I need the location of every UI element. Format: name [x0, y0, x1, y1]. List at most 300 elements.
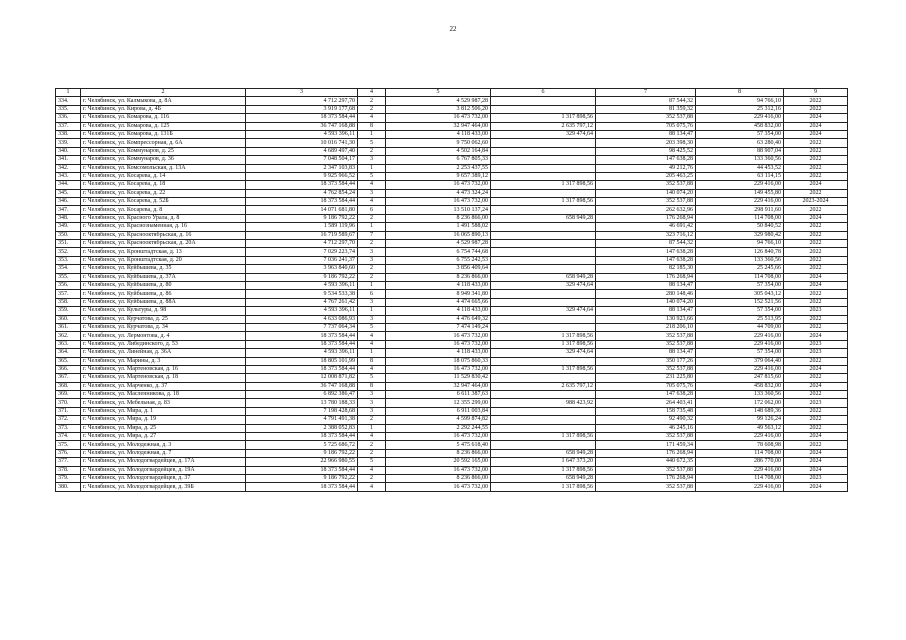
- cell-row-number: 373.: [56, 424, 81, 432]
- cell-cost-col-7: 203 398,30: [596, 139, 696, 147]
- cell-total-cost: 2 347 103,83: [246, 164, 358, 172]
- table-row: [56, 441, 848, 449]
- table-row: [56, 466, 848, 474]
- cell-cost-col-6: 1 317 898,56: [491, 483, 596, 491]
- cell-cost-col-5: 4 599 874,82: [386, 416, 491, 424]
- cell-year: 2024: [784, 449, 848, 457]
- cell-cost-col-7: 176 268,94: [596, 214, 696, 222]
- cell-cost-col-8: 152 521,56: [696, 298, 784, 306]
- table-row: [56, 340, 848, 348]
- cell-row-number: 366.: [56, 365, 81, 373]
- header-col-9: 9: [784, 89, 848, 97]
- cell-cost-col-6: [491, 424, 596, 432]
- cell-cost-col-5: 11 529 830,42: [386, 374, 491, 382]
- cell-cost-col-5: 4 502 164,84: [386, 147, 491, 155]
- table-row: [56, 147, 848, 155]
- cell-cost-col-5: 6 911 003,84: [386, 407, 491, 415]
- cell-cost-col-6: [491, 315, 596, 323]
- cell-units-count: 2: [358, 416, 386, 424]
- header-col-5: 5: [386, 89, 491, 97]
- cell-cost-col-7: 49 212,76: [596, 164, 696, 172]
- cell-row-number: 338.: [56, 130, 81, 138]
- cell-cost-col-8: 172 062,00: [696, 399, 784, 407]
- cell-row-number: 377.: [56, 458, 81, 466]
- cell-cost-col-8: 57 354,00: [696, 281, 784, 289]
- cell-cost-col-8: 44 709,00: [696, 323, 784, 331]
- table-row: [56, 357, 848, 365]
- cell-year: 2022: [784, 424, 848, 432]
- cell-total-cost: 22 966 980,55: [246, 458, 358, 466]
- cell-units-count: 4: [358, 332, 386, 340]
- cell-units-count: 1: [358, 349, 386, 357]
- cell-cost-col-5: 4 118 433,00: [386, 281, 491, 289]
- cell-cost-col-5: 16 473 732,00: [386, 198, 491, 206]
- cell-row-number: 379.: [56, 474, 81, 482]
- cell-cost-col-5: 16 473 732,00: [386, 433, 491, 441]
- cell-cost-col-6: [491, 172, 596, 180]
- cell-cost-col-5: 8 236 866,00: [386, 273, 491, 281]
- cell-year: 2024: [784, 281, 848, 289]
- cell-address: г. Челябинск, ул. Краснооктябрьская, д. 16: [81, 231, 246, 239]
- cell-units-count: 3: [358, 189, 386, 197]
- cell-total-cost: 9 186 792,22: [246, 273, 358, 281]
- cell-units-count: 2: [358, 214, 386, 222]
- cell-row-number: 356.: [56, 281, 81, 289]
- cell-address: г. Челябинск, ул. Мартеновская, д. 16: [81, 365, 246, 373]
- cell-cost-col-8: 114 708,00: [696, 474, 784, 482]
- table-row: [56, 240, 848, 248]
- table-row: [56, 382, 848, 390]
- cell-units-count: 5: [358, 172, 386, 180]
- cell-cost-col-6: 658 949,28: [491, 474, 596, 482]
- table-row: [56, 307, 848, 315]
- cell-cost-col-7: 352 537,88: [596, 483, 696, 491]
- cell-address: г. Челябинск, ул. Куйбышева, д. 35: [81, 265, 246, 273]
- cell-address: г. Челябинск, ул. Курчатова, д. 25: [81, 315, 246, 323]
- cell-cost-col-8: 49 563,12: [696, 424, 784, 432]
- cell-units-count: 2: [358, 105, 386, 113]
- cell-address: г. Челябинск, ул. Куйбышева, д. 37А: [81, 273, 246, 281]
- cell-total-cost: 18 373 584,44: [246, 332, 358, 340]
- cell-cost-col-5: 7 474 149,24: [386, 323, 491, 331]
- cell-units-count: 2: [358, 97, 386, 105]
- cell-address: г. Челябинск, ул. Куйбышева, д. 80: [81, 281, 246, 289]
- page-number: 22: [449, 25, 457, 33]
- cell-year: 2022: [784, 105, 848, 113]
- cell-address: г. Челябинск, ул. Молодежная, д. 7: [81, 449, 246, 457]
- table-row: [56, 298, 848, 306]
- cell-year: 2022: [784, 248, 848, 256]
- table-row: [56, 424, 848, 432]
- cell-row-number: 363.: [56, 340, 81, 348]
- table-row: [56, 407, 848, 415]
- cell-cost-col-7: 264 403,41: [596, 399, 696, 407]
- cell-cost-col-7: 705 075,76: [596, 382, 696, 390]
- table-row: [56, 97, 848, 105]
- cell-cost-col-8: 229 416,00: [696, 466, 784, 474]
- table-row: [56, 374, 848, 382]
- cell-cost-col-5: 4 529 987,28: [386, 97, 491, 105]
- cell-address: г. Челябинск, ул. Курчатова, д. 34: [81, 323, 246, 331]
- table-row: [56, 231, 848, 239]
- cell-total-cost: 18 373 584,44: [246, 181, 358, 189]
- header-col-4: 4: [358, 89, 386, 97]
- cell-cost-col-5: 4 529 987,28: [386, 240, 491, 248]
- cell-units-count: 8: [358, 122, 386, 130]
- cell-units-count: 2: [358, 240, 386, 248]
- cell-year: 2022: [784, 265, 848, 273]
- cell-row-number: 349.: [56, 223, 81, 231]
- table-row: [56, 416, 848, 424]
- cell-total-cost: 4 593 396,11: [246, 281, 358, 289]
- cell-total-cost: 18 373 584,44: [246, 466, 358, 474]
- table-row: [56, 399, 848, 407]
- cell-cost-col-5: 6 767 805,33: [386, 156, 491, 164]
- cell-cost-col-5: 32 947 464,00: [386, 382, 491, 390]
- cell-cost-col-5: 4 476 649,32: [386, 315, 491, 323]
- cell-cost-col-8: 99 126,24: [696, 416, 784, 424]
- cell-cost-col-8: 148 689,36: [696, 407, 784, 415]
- cell-cost-col-8: 133 360,56: [696, 156, 784, 164]
- cell-year: 2022: [784, 374, 848, 382]
- cell-units-count: 1: [358, 130, 386, 138]
- cell-total-cost: 4 593 396,11: [246, 349, 358, 357]
- cell-total-cost: 7 048 504,17: [246, 156, 358, 164]
- cell-cost-col-8: 114 708,00: [696, 214, 784, 222]
- cell-cost-col-5: 4 118 433,00: [386, 130, 491, 138]
- cell-cost-col-7: 87 544,32: [596, 240, 696, 248]
- cell-cost-col-5: 16 473 732,00: [386, 332, 491, 340]
- cell-row-number: 378.: [56, 466, 81, 474]
- cell-cost-col-7: 130 923,66: [596, 315, 696, 323]
- cell-year: 2024: [784, 466, 848, 474]
- cell-cost-col-7: 88 134,47: [596, 281, 696, 289]
- cell-row-number: 374.: [56, 433, 81, 441]
- cell-total-cost: 6 892 386,47: [246, 391, 358, 399]
- cell-cost-col-6: [491, 240, 596, 248]
- cell-row-number: 341.: [56, 156, 81, 164]
- cell-row-number: 360.: [56, 315, 81, 323]
- cell-row-number: 380.: [56, 483, 81, 491]
- cell-cost-col-6: 1 317 898,56: [491, 114, 596, 122]
- cell-row-number: 358.: [56, 298, 81, 306]
- cell-year: 2022: [784, 407, 848, 415]
- cell-cost-col-7: 140 074,20: [596, 298, 696, 306]
- table-row: [56, 256, 848, 264]
- cell-units-count: 4: [358, 340, 386, 348]
- cell-cost-col-6: 1 647 373,20: [491, 458, 596, 466]
- cell-units-count: 6: [358, 206, 386, 214]
- cell-total-cost: 18 373 584,44: [246, 340, 358, 348]
- cell-year: 2022: [784, 441, 848, 449]
- cell-cost-col-5: 12 355 299,00: [386, 399, 491, 407]
- cell-cost-col-8: 286 770,00: [696, 458, 784, 466]
- cell-cost-col-5: 3 812 506,20: [386, 105, 491, 113]
- cell-cost-col-7: 158 735,48: [596, 407, 696, 415]
- table-row: [56, 290, 848, 298]
- cell-cost-col-6: [491, 189, 596, 197]
- cell-total-cost: 9 925 966,52: [246, 172, 358, 180]
- cell-address: г. Челябинск, ул. Либединского, д. 53: [81, 340, 246, 348]
- cell-address: г. Челябинск, ул. Компрессорная, д. 6А: [81, 139, 246, 147]
- header-col-1: 1: [56, 89, 81, 97]
- table-row: [56, 139, 848, 147]
- cell-cost-col-6: [491, 248, 596, 256]
- cell-cost-col-7: 352 537,88: [596, 433, 696, 441]
- cell-address: г. Челябинск, ул. Комарова, д. 131Б: [81, 130, 246, 138]
- cell-total-cost: 4 689 497,40: [246, 147, 358, 155]
- cell-address: г. Челябинск, ул. Масленникова, д. 18: [81, 391, 246, 399]
- cell-address: г. Челябинск, ул. Мира, д. 27: [81, 433, 246, 441]
- cell-cost-col-5: 4 474 665,66: [386, 298, 491, 306]
- cell-year: 2024: [784, 114, 848, 122]
- cell-row-number: 351.: [56, 240, 81, 248]
- cell-row-number: 375.: [56, 441, 81, 449]
- cell-row-number: 350.: [56, 231, 81, 239]
- cell-cost-col-6: [491, 206, 596, 214]
- cell-total-cost: 18 373 584,44: [246, 433, 358, 441]
- cell-year: 2022: [784, 391, 848, 399]
- cell-cost-col-7: 147 638,28: [596, 256, 696, 264]
- cell-row-number: 334.: [56, 97, 81, 105]
- cell-cost-col-8: 149 455,80: [696, 189, 784, 197]
- header-col-6: 6: [491, 89, 596, 97]
- cell-cost-col-6: [491, 256, 596, 264]
- cell-cost-col-6: [491, 290, 596, 298]
- cell-total-cost: 7 036 241,37: [246, 256, 358, 264]
- cell-row-number: 357.: [56, 290, 81, 298]
- cell-cost-col-7: 350 177,26: [596, 357, 696, 365]
- cell-year: 2024: [784, 382, 848, 390]
- table-row: [56, 265, 848, 273]
- cell-address: г. Челябинск, ул. Комарова, д. 125: [81, 122, 246, 130]
- header-col-3: 3: [246, 89, 358, 97]
- cell-address: г. Челябинск, ул. Комарова, д. 116: [81, 114, 246, 122]
- cell-cost-col-8: 50 840,52: [696, 223, 784, 231]
- cell-cost-col-8: 133 360,56: [696, 256, 784, 264]
- table-row: [56, 164, 848, 172]
- cell-address: г. Челябинск, ул. Косарева, д. 52Б: [81, 198, 246, 206]
- cell-cost-col-7: 88 134,47: [596, 349, 696, 357]
- cell-units-count: 1: [358, 281, 386, 289]
- cell-units-count: 3: [358, 315, 386, 323]
- cell-cost-col-7: 262 632,96: [596, 206, 696, 214]
- cell-cost-col-8: 25 513,95: [696, 315, 784, 323]
- cell-address: г. Челябинск, ул. Калмыкова, д. 8А: [81, 97, 246, 105]
- cell-address: г. Челябинск, ул. Линейная, д. 36А: [81, 349, 246, 357]
- cell-cost-col-6: 1 317 898,56: [491, 332, 596, 340]
- cell-cost-col-5: 9 750 062,60: [386, 139, 491, 147]
- cell-address: г. Челябинск, ул. Косарева, д. 22: [81, 189, 246, 197]
- cell-cost-col-8: 329 980,42: [696, 231, 784, 239]
- table-row: [56, 122, 848, 130]
- cell-cost-col-6: 1 317 898,56: [491, 433, 596, 441]
- cell-cost-col-6: [491, 391, 596, 399]
- cell-cost-col-8: 114 708,00: [696, 449, 784, 457]
- table-row: [56, 130, 848, 138]
- cell-total-cost: 4 712 297,70: [246, 97, 358, 105]
- cell-cost-col-5: 6 611 387,63: [386, 391, 491, 399]
- cell-cost-col-6: [491, 164, 596, 172]
- cell-cost-col-5: 4 473 324,24: [386, 189, 491, 197]
- cell-cost-col-7: 231 225,80: [596, 374, 696, 382]
- cell-cost-col-7: 705 075,76: [596, 122, 696, 130]
- cell-total-cost: 10 016 741,30: [246, 139, 358, 147]
- cell-units-count: 4: [358, 181, 386, 189]
- cell-units-count: 1: [358, 424, 386, 432]
- cell-year: 2024: [784, 365, 848, 373]
- cell-address: г. Челябинск, ул. Мебельная, д. 83: [81, 399, 246, 407]
- cell-cost-col-5: 8 236 866,00: [386, 214, 491, 222]
- cell-cost-col-6: 329 474,64: [491, 349, 596, 357]
- cell-year: 2023: [784, 307, 848, 315]
- cell-year: 2022: [784, 223, 848, 231]
- cell-year: 2024: [784, 332, 848, 340]
- cell-cost-col-8: 57 354,00: [696, 307, 784, 315]
- table-row: [56, 105, 848, 113]
- cell-cost-col-7: 147 638,28: [596, 156, 696, 164]
- cell-cost-col-8: 379 064,40: [696, 357, 784, 365]
- cell-year: 2023: [784, 349, 848, 357]
- cell-cost-col-8: 126 840,78: [696, 248, 784, 256]
- cell-address: г. Челябинск, ул. Молодогвардейцев, д. 37: [81, 474, 246, 482]
- cell-total-cost: 14 071 681,80: [246, 206, 358, 214]
- cell-units-count: 1: [358, 164, 386, 172]
- cell-total-cost: 4 593 396,11: [246, 130, 358, 138]
- cell-total-cost: 18 373 584,44: [246, 483, 358, 491]
- cell-row-number: 353.: [56, 256, 81, 264]
- cell-year: 2023: [784, 340, 848, 348]
- cell-total-cost: 16 719 589,67: [246, 231, 358, 239]
- cell-row-number: 347.: [56, 206, 81, 214]
- table-row: [56, 181, 848, 189]
- cell-units-count: 8: [358, 382, 386, 390]
- cell-address: г. Челябинск, ул. Мартеновская, д. 18: [81, 374, 246, 382]
- cell-cost-col-8: 458 832,00: [696, 382, 784, 390]
- cell-year: 2022: [784, 323, 848, 331]
- cell-cost-col-5: 16 473 732,00: [386, 466, 491, 474]
- cell-cost-col-5: 13 510 137,24: [386, 206, 491, 214]
- cell-cost-col-8: 57 354,00: [696, 130, 784, 138]
- cell-cost-col-8: 229 416,00: [696, 114, 784, 122]
- cell-cost-col-8: 458 832,00: [696, 122, 784, 130]
- cell-address: г. Челябинск, ул. Краснознаменная, д. 16: [81, 223, 246, 231]
- cell-cost-col-7: 88 134,47: [596, 307, 696, 315]
- cell-total-cost: 4 712 297,70: [246, 240, 358, 248]
- cell-year: 2022: [784, 240, 848, 248]
- cell-address: г. Челябинск, ул. Куйбышева, д. 88А: [81, 298, 246, 306]
- cell-address: г. Челябинск, ул. Мира, д. 19: [81, 416, 246, 424]
- cell-units-count: 3: [358, 399, 386, 407]
- cell-year: 2024: [784, 433, 848, 441]
- cell-year: 2022: [784, 416, 848, 424]
- table-row: [56, 248, 848, 256]
- cell-row-number: 371.: [56, 407, 81, 415]
- cell-cost-col-8: 133 360,56: [696, 391, 784, 399]
- cell-cost-col-6: [491, 298, 596, 306]
- table-row: [56, 156, 848, 164]
- cell-year: 2024: [784, 181, 848, 189]
- cell-cost-col-8: 298 911,60: [696, 206, 784, 214]
- cell-cost-col-5: 8 949 341,80: [386, 290, 491, 298]
- cell-address: г. Челябинск, ул. Марченко, д. 37: [81, 382, 246, 390]
- cell-units-count: 2: [358, 449, 386, 457]
- cell-cost-col-7: 352 537,88: [596, 181, 696, 189]
- cell-units-count: 7: [358, 231, 386, 239]
- cell-units-count: 1: [358, 307, 386, 315]
- cell-row-number: 342.: [56, 164, 81, 172]
- cell-cost-col-7: 147 638,28: [596, 391, 696, 399]
- cell-cost-col-5: 6 754 744,68: [386, 248, 491, 256]
- cell-units-count: 2: [358, 273, 386, 281]
- header-col-2: 2: [81, 89, 246, 97]
- cell-units-count: 4: [358, 483, 386, 491]
- cell-cost-col-7: 352 537,88: [596, 332, 696, 340]
- table-row: [56, 433, 848, 441]
- table-row: [56, 474, 848, 482]
- cell-address: г. Челябинск, ул. Краснооктябрьская, д. 20А: [81, 240, 246, 248]
- cell-cost-col-5: 32 947 464,00: [386, 122, 491, 130]
- cell-year: 2022: [784, 156, 848, 164]
- cell-year: 2023: [784, 399, 848, 407]
- cell-total-cost: 2 388 052,83: [246, 424, 358, 432]
- cell-total-cost: 4 762 854,24: [246, 189, 358, 197]
- cell-year: 2022: [784, 206, 848, 214]
- cell-cost-col-8: 305 043,12: [696, 290, 784, 298]
- cell-cost-col-8: 247 815,60: [696, 374, 784, 382]
- cell-row-number: 372.: [56, 416, 81, 424]
- cell-cost-col-6: 658 949,28: [491, 214, 596, 222]
- cell-address: г. Челябинск, ул. Мира, д. 25: [81, 424, 246, 432]
- cell-row-number: 343.: [56, 172, 81, 180]
- cell-cost-col-5: 3 856 409,64: [386, 265, 491, 273]
- cell-total-cost: 4 593 396,11: [246, 307, 358, 315]
- cell-total-cost: 18 373 584,44: [246, 365, 358, 373]
- cell-cost-col-8: 88 907,04: [696, 147, 784, 155]
- cell-cost-col-7: 147 638,28: [596, 248, 696, 256]
- cell-units-count: 2: [358, 147, 386, 155]
- cell-address: г. Челябинск, ул. Лермонтова, д. 4: [81, 332, 246, 340]
- cell-address: г. Челябинск, ул. Молодогвардейцев, д. 39Б: [81, 483, 246, 491]
- cell-cost-col-7: 140 074,20: [596, 189, 696, 197]
- cell-address: г. Челябинск, ул. Молодогвардейцев, д. 17А: [81, 458, 246, 466]
- cell-total-cost: 9 186 792,22: [246, 474, 358, 482]
- cell-year: 2022: [784, 172, 848, 180]
- cell-row-number: 365.: [56, 357, 81, 365]
- cell-units-count: 4: [358, 114, 386, 122]
- cell-year: 2023: [784, 474, 848, 482]
- cell-units-count: 4: [358, 466, 386, 474]
- cell-cost-col-6: [491, 374, 596, 382]
- cell-row-number: 368.: [56, 382, 81, 390]
- cell-units-count: 3: [358, 256, 386, 264]
- cell-total-cost: 4 633 086,93: [246, 315, 358, 323]
- cell-cost-col-8: 229 416,00: [696, 198, 784, 206]
- cell-cost-col-7: 352 537,88: [596, 114, 696, 122]
- header-col-8: 8: [696, 89, 784, 97]
- cell-year: 2022: [784, 298, 848, 306]
- cell-cost-col-6: [491, 407, 596, 415]
- cell-year: 2024: [784, 273, 848, 281]
- cell-cost-col-5: 16 473 732,00: [386, 340, 491, 348]
- cell-cost-col-7: 218 206,10: [596, 323, 696, 331]
- cell-cost-col-7: 81 359,32: [596, 105, 696, 113]
- cell-units-count: 5: [358, 323, 386, 331]
- cell-total-cost: 18 805 101,99: [246, 357, 358, 365]
- cell-cost-col-6: [491, 223, 596, 231]
- table-row: [56, 189, 848, 197]
- cell-cost-col-8: 229 416,00: [696, 433, 784, 441]
